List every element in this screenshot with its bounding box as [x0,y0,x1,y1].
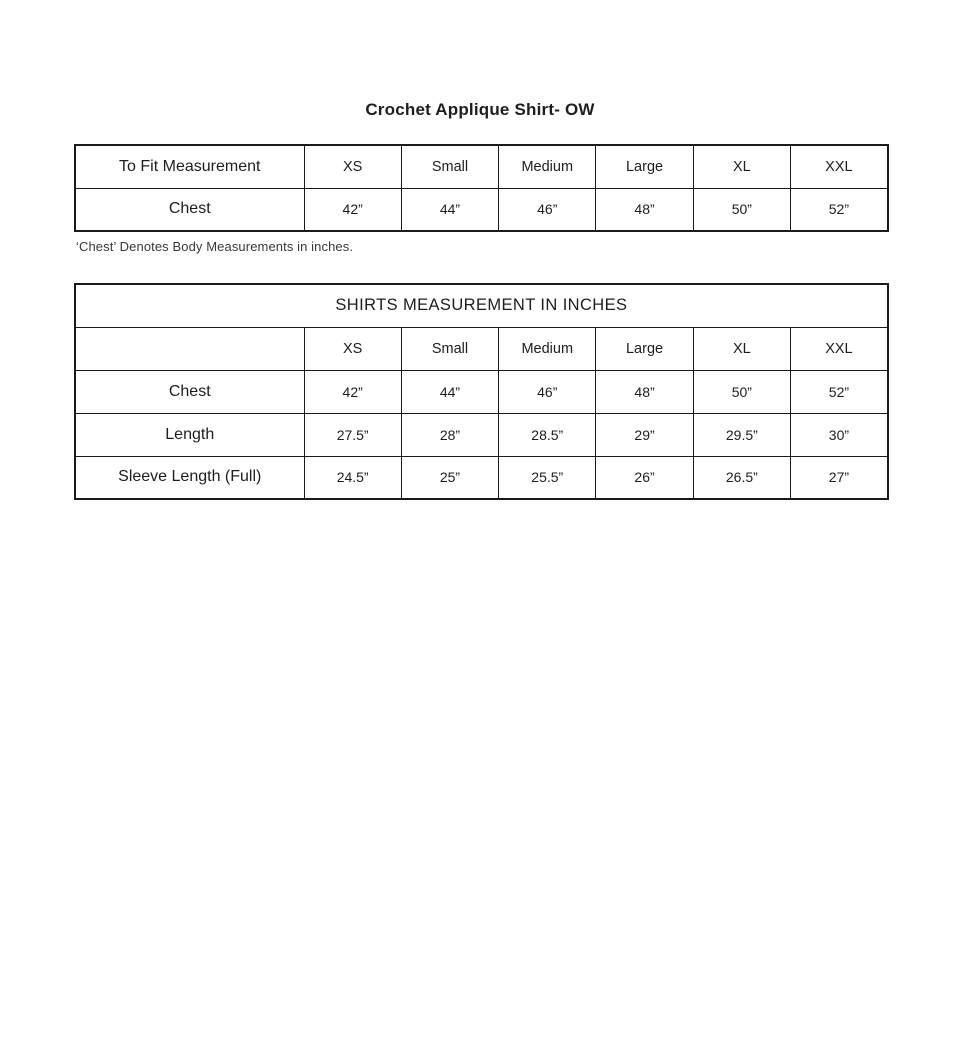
chest-xs: 42” [304,370,401,413]
shirt-table-title: SHIRTS MEASUREMENT IN INCHES [75,284,888,327]
chest-value-xxl: 52” [790,188,887,231]
size-header-xxl: XXL [790,145,887,188]
row-label-chest: Chest [75,188,304,231]
shirt-table-title-row [75,284,888,327]
chest-small: 44” [401,370,498,413]
size-header-xs: XS [304,327,401,370]
shirts-measurement-table [74,283,889,500]
sleeve-large: 26” [596,456,693,499]
size-header-xl: XL [693,145,790,188]
chest-value-xl: 50” [693,188,790,231]
to-fit-measurement-table [74,144,889,232]
length-large: 29” [596,413,693,456]
size-header-small: Small [401,327,498,370]
shirt-table-size-header-row [75,327,888,370]
row-label-length: Length [75,413,304,456]
sleeve-small: 25” [401,456,498,499]
size-header-large: Large [596,145,693,188]
shirt-table-sleeve-row [75,456,888,499]
length-medium: 28.5” [499,413,596,456]
size-header-large: Large [596,327,693,370]
size-header-small: Small [401,145,498,188]
fit-table-chest-row [75,188,888,231]
chest-value-small: 44” [401,188,498,231]
page-title: Crochet Applique Shirt- OW [365,100,595,119]
length-xs: 27.5” [304,413,401,456]
sleeve-xs: 24.5” [304,456,401,499]
chest-medium: 46” [499,370,596,413]
row-label-chest: Chest [75,370,304,413]
sleeve-xl: 26.5” [693,456,790,499]
size-header-xl: XL [693,327,790,370]
size-header-xs: XS [304,145,401,188]
corner-empty-cell [75,327,304,370]
length-xl: 29.5” [693,413,790,456]
chest-value-xs: 42” [304,188,401,231]
row-label-sleeve-length: Sleeve Length (Full) [75,456,304,499]
size-header-medium: Medium [499,145,596,188]
sleeve-xxl: 27” [790,456,887,499]
shirt-table-chest-row [75,370,888,413]
length-small: 28” [401,413,498,456]
length-xxl: 30” [790,413,887,456]
size-header-xxl: XXL [790,327,887,370]
shirt-table-length-row [75,413,888,456]
chest-xl: 50” [693,370,790,413]
chest-value-large: 48” [596,188,693,231]
chest-footnote: ‘Chest’ Denotes Body Measurements in inches. [76,239,354,254]
fit-table-header-row [75,145,888,188]
fit-table-header-label: To Fit Measurement [75,145,304,188]
sleeve-medium: 25.5” [499,456,596,499]
chest-large: 48” [596,370,693,413]
chest-value-medium: 46” [499,188,596,231]
chest-xxl: 52” [790,370,887,413]
size-header-medium: Medium [499,327,596,370]
